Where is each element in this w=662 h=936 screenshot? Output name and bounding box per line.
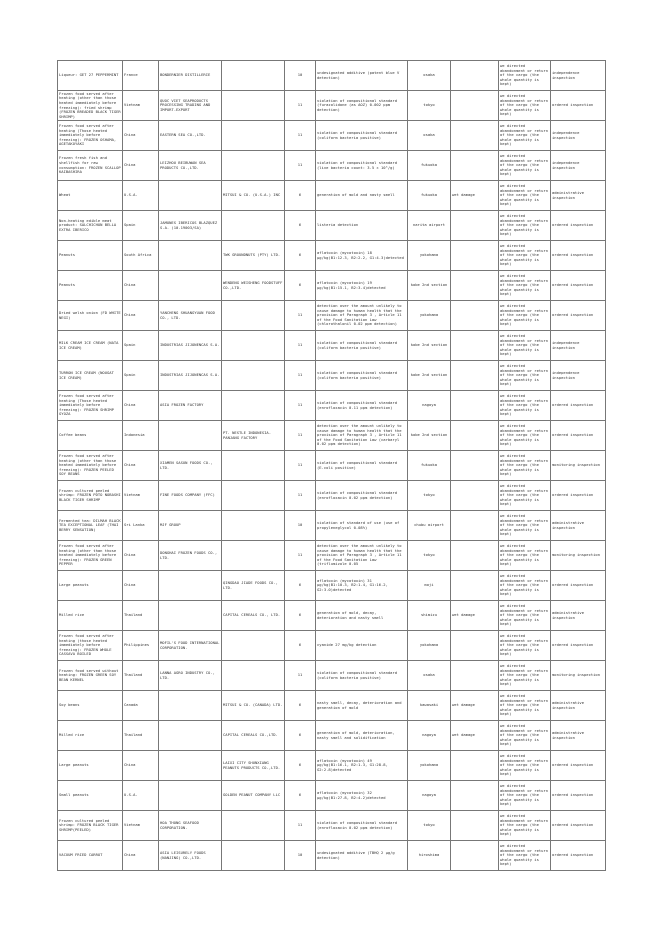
manufacturer-cell: [159, 691, 222, 721]
table-row: [58, 391, 606, 421]
remarks-cell: [451, 511, 499, 541]
product-cell: Frozen cultured peeled shrimp: FROZEN BLACK TIGER SHRIMP(PEELED): [58, 811, 123, 841]
table-row: [58, 631, 606, 661]
country-cell: Thailand: [123, 601, 159, 631]
place-cell: tokyo: [408, 481, 451, 511]
reason-cell: detection over the amount unlikely to cause damage to human health that the provision of Paragraph 3 , Article 11 of the Food Sanitation Law (chlorothalonil 0.02 ppm detection): [316, 301, 408, 331]
exporter-cell: [222, 391, 285, 421]
product-cell: Wheat: [58, 181, 123, 211]
reason-cell: violation of compositional standard (coliform bacteria positive): [316, 121, 408, 151]
exporter-cell: [222, 361, 285, 391]
place-cell: nagoya: [408, 781, 451, 811]
inspection-cell: administrative inspection: [551, 181, 606, 211]
measure-cell: we directed abandonment or return of the cargo (the whole quantity is kept): [499, 661, 551, 691]
article-cell: 10: [285, 61, 316, 91]
product-cell: Small peanuts: [58, 781, 123, 811]
place-cell: kobe 2nd section: [408, 421, 451, 451]
table-row: [58, 511, 606, 541]
inspection-cell: independence inspection: [551, 61, 606, 91]
measure-cell: we directed abandonment or return of the cargo (the whole quantity is kept): [499, 331, 551, 361]
exporter-cell: MITSUI & CO. (CANADA) LTD.: [222, 691, 285, 721]
article-cell: 6: [285, 571, 316, 601]
manufacturer-cell: MJF GROUP: [159, 511, 222, 541]
country-cell: Spain: [123, 331, 159, 361]
place-cell: osaka: [408, 661, 451, 691]
place-cell: narita airport: [408, 211, 451, 241]
table-row: [58, 181, 606, 211]
remarks-cell: [451, 121, 499, 151]
product-cell: Frozen food served after heating (Those heated immediately before freezing): FROZEN OSHAMA, AGETAKOYAKI: [58, 121, 123, 151]
article-cell: 11: [285, 91, 316, 121]
article-cell: 6: [285, 691, 316, 721]
exporter-cell: [222, 811, 285, 841]
country-cell: China: [123, 301, 159, 331]
remarks-cell: [451, 331, 499, 361]
measure-cell: we directed abandonment or return of the cargo (the whole quantity is kept): [499, 751, 551, 781]
manufacturer-cell: [159, 271, 222, 301]
remarks-cell: [451, 481, 499, 511]
product-cell: Frozen food served after heating (other than those heated immediately before freezing): fried shrimp (FROZEN BREADED BLACK TIGER SHRIMP): [59, 90, 121, 119]
remarks-cell: [451, 421, 499, 451]
place-cell: yokohama: [408, 241, 451, 271]
remarks-cell: [451, 451, 499, 481]
table-row: [58, 61, 606, 91]
table-row: [58, 361, 606, 391]
inspection-cell: monitoring inspection: [551, 541, 606, 571]
place-cell: moji: [408, 571, 451, 601]
place-cell: osaka: [408, 121, 451, 151]
manufacturer-cell: LEIZHOU BEIBUWAN SEA PRODUCTS CO.,LTD.: [159, 151, 222, 181]
manufacturer-cell: YANCHENG SHUANGYUAN FOOD CO., LTD.: [159, 301, 222, 331]
country-cell: U.S.A.: [123, 781, 159, 811]
measure-cell: we directed abandonment or return of the cargo (the whole quantity is kept): [499, 121, 551, 151]
remarks-cell: [451, 241, 499, 271]
article-cell: 6: [285, 271, 316, 301]
remarks-cell: [451, 301, 499, 331]
remarks-cell: [451, 571, 499, 601]
product-cell: Non-heating edible meat product: SALCHICHON BELLA EXTRA IBERICO: [58, 211, 123, 241]
inspection-cell: ordered inspection: [551, 391, 606, 421]
country-cell: Vietnam: [123, 91, 159, 121]
exporter-cell: GOLDEN PEANUT COMPANY LLC: [222, 781, 285, 811]
place-cell: nagoya: [408, 391, 451, 421]
manufacturer-cell: [159, 241, 222, 271]
product-cell: Frozen food served without heating: FROZEN GREEN SOY BEAN KERNEL: [58, 661, 123, 691]
table-row: [58, 481, 606, 511]
article-cell: 11: [285, 451, 316, 481]
table-body: [58, 61, 606, 871]
reason-cell: violation of compositional standard (live bacteria count: 3.5 × 10⁵/g): [316, 151, 408, 181]
exporter-cell: LAIXI CITY SHUNXIANG PEANUTS PRODUCTS CO.,LTD.: [222, 751, 285, 781]
measure-cell: we directed abandonment or return of the cargo (the whole quantity is kept): [499, 421, 551, 451]
measure-cell: we directed abandonment or return of the cargo (the whole quantity is kept): [499, 481, 551, 511]
remarks-cell: wet damage: [451, 181, 499, 211]
inspection-cell: ordered inspection: [551, 91, 606, 121]
place-cell: tokyo: [408, 91, 451, 121]
inspection-cell: ordered inspection: [551, 811, 606, 841]
reason-cell: violation of compositional standard (coliform bacteria positive): [316, 661, 408, 691]
product-cell: Milled rice: [58, 601, 123, 631]
reason-cell: generation of mold and nasty smell: [316, 181, 408, 211]
reason-cell: violation of compositional standard (furazolidone (as AOZ) 0.002 ppm detection): [316, 91, 408, 121]
table-row: [58, 121, 606, 151]
place-cell: yokohama: [408, 751, 451, 781]
product-cell: Dried welsh onion (FD WHITE NEGI): [58, 301, 123, 331]
article-cell: 11: [285, 331, 316, 361]
product-cell: Peanuts: [58, 241, 123, 271]
table-row: [58, 301, 606, 331]
manufacturer-cell: MOFIL'S FOOD INTERNATIONAL CORPORATION.: [159, 631, 222, 661]
place-cell: kobe 2nd section: [408, 271, 451, 301]
reason-cell: generation of mold, deterioration, nasty smell and solidification: [316, 721, 408, 751]
measure-cell: we directed abandonment or return of the cargo (the whole quantity is kept): [499, 781, 551, 811]
article-cell: 11: [285, 481, 316, 511]
country-cell: China: [123, 841, 159, 871]
manufacturer-cell: BONDERNIER DISTILLERIE: [159, 61, 222, 91]
table-row: [58, 841, 606, 871]
product-cell: Frozen food served after heating (Those heated immediately before freezing): FROZEN SHRIMP GYOZA: [58, 391, 123, 421]
product-cell: Large peanuts: [58, 571, 123, 601]
exporter-cell: [222, 61, 285, 91]
article-cell: 6: [285, 241, 316, 271]
measure-cell: we directed abandonment or return of the cargo (the whole quantity is kept): [499, 721, 551, 751]
measure-cell: we directed abandonment or return of the cargo (the whole quantity is kept): [499, 151, 551, 181]
place-cell: nagoya: [408, 721, 451, 751]
article-cell: 6: [285, 631, 316, 661]
exporter-cell: [222, 661, 285, 691]
product-cell: Frozen food served after heating (other than those heated immediately before freezing): FROZEN GREEN PEPPER: [58, 541, 123, 571]
country-cell: Spain: [123, 361, 159, 391]
reason-cell: nasty smell, decay, deterioration and generation of mold: [316, 691, 408, 721]
inspection-cell: administrative inspection: [551, 721, 606, 751]
article-cell: 11: [285, 361, 316, 391]
reason-cell: violation of compositional standard (E.coli positive): [316, 451, 408, 481]
remarks-cell: wet damage: [451, 601, 499, 631]
exporter-cell: QINGDAO JIADE FOODS CO., LTD.: [222, 571, 285, 601]
country-cell: China: [123, 451, 159, 481]
country-cell: Thailand: [123, 721, 159, 751]
reason-cell: violation of compositional standard (enrofloxacin 0.11 ppm detection): [316, 391, 408, 421]
table-row: [58, 661, 606, 691]
country-cell: South Africa: [123, 241, 159, 271]
measure-cell: we directed abandonment or return of the cargo (the whole quantity is kept): [499, 571, 551, 601]
manufacturer-cell: FINE FOODS COMPANY (FFC): [159, 481, 222, 511]
exporter-cell: WENDENG WEISHENG FOODSTUFF CO.,LTD.: [222, 271, 285, 301]
country-cell: Vietnam: [123, 481, 159, 511]
article-cell: 11: [285, 151, 316, 181]
reason-cell: violation of compositional standard (coliform bacteria positive): [316, 361, 408, 391]
product-cell: VACUUM FRIED CARROT: [58, 841, 123, 871]
exporter-cell: [222, 121, 285, 151]
remarks-cell: [451, 841, 499, 871]
remarks-cell: [451, 91, 499, 121]
country-cell: China: [123, 271, 159, 301]
inspection-cell: independence inspection: [551, 361, 606, 391]
table-row: [58, 211, 606, 241]
product-cell: Milled rice: [58, 721, 123, 751]
manufacturer-cell: [159, 781, 222, 811]
place-cell: chubu airport: [408, 511, 451, 541]
table-row: [58, 331, 606, 361]
remarks-cell: wet damage: [451, 721, 499, 751]
reason-cell: aflatoxin (mycotoxin) 31 μg/kg(B1:10.3, B2:1.4, G1:16.2, G2:3.0)detected: [316, 571, 408, 601]
measure-cell: we directed abandonment or return of the cargo (the whole quantity is kept): [499, 91, 551, 121]
remarks-cell: [451, 271, 499, 301]
measure-cell: we directed abandonment or return of the cargo (the whole quantity is kept): [499, 811, 551, 841]
measure-cell: we directed abandonment or return of the cargo (the whole quantity is kept): [499, 271, 551, 301]
place-cell: kobe 2nd section: [408, 331, 451, 361]
remarks-cell: [451, 661, 499, 691]
place-cell: hiroshima: [408, 841, 451, 871]
table-row: [58, 601, 606, 631]
remarks-cell: [451, 811, 499, 841]
remarks-cell: [451, 781, 499, 811]
table-row: [58, 91, 606, 121]
inspection-cell: ordered inspection: [551, 211, 606, 241]
manufacturer-cell: HOA THONG SEAFOOD CORPORATION.: [159, 811, 222, 841]
remarks-cell: [451, 211, 499, 241]
product-cell: Frozen cultured peeled shrimp: FROZEN PDTO NOBASHI BLACK TIGER SHRIMP: [58, 481, 123, 511]
exporter-cell: [222, 211, 285, 241]
country-cell: Indonesia: [123, 421, 159, 451]
reason-cell: violation of standard of use (use of propyleneglycol 0.08%): [316, 511, 408, 541]
exporter-cell: CAPITAL CEREALS CO.,LTD.: [222, 721, 285, 751]
article-cell: 6: [285, 181, 316, 211]
place-cell: kobe 2nd section: [408, 361, 451, 391]
manufacturer-cell: DONGHAI FROZEN FOODS CO., LTD.: [159, 541, 222, 571]
product-cell: MILK CREAM ICE CREAM (NATA ICE CREAM): [58, 331, 123, 361]
measure-cell: we directed abandonment or return of the cargo (the whole quantity is kept): [499, 61, 551, 91]
reason-cell: aflatoxin (mycotoxin) 49 μg/kg(B1:16.1, B2:1.3, G1:28.8, G2:2.8)detected: [316, 751, 408, 781]
article-cell: 6: [285, 601, 316, 631]
manufacturer-cell: INDUSTRIAS JIJONENCAS S.A.: [159, 331, 222, 361]
inspection-cell: administrative inspection: [551, 691, 606, 721]
table-row: [58, 751, 606, 781]
violation-table: [57, 60, 606, 871]
inspection-cell: administrative inspection: [551, 601, 606, 631]
country-cell: China: [123, 571, 159, 601]
remarks-cell: wet damage: [451, 691, 499, 721]
inspection-cell: monitoring inspection: [551, 451, 606, 481]
place-cell: tokyo: [408, 541, 451, 571]
country-cell: Sri Lanka: [123, 511, 159, 541]
exporter-cell: [222, 541, 285, 571]
inspection-cell: independence inspection: [551, 121, 606, 151]
article-cell: 10: [285, 841, 316, 871]
inspection-cell: ordered inspection: [551, 751, 606, 781]
table-row: [58, 691, 606, 721]
table-row: [58, 781, 606, 811]
country-cell: Thailand: [123, 661, 159, 691]
inspection-cell: ordered inspection: [551, 271, 606, 301]
place-cell: yokohama: [408, 631, 451, 661]
reason-cell: violation of compositional standard (coliform bacteria positive): [316, 331, 408, 361]
manufacturer-cell: INDUSTRIAS JIJONENCAS S.A.: [159, 361, 222, 391]
table-row: [58, 721, 606, 751]
inspection-cell: administrative inspection: [551, 511, 606, 541]
reason-cell: detection over the amount unlikely to cause damage to human health that the provision of Paragraph 3 , Article 11 of the Food Sanitation Law (triflumizole 0.05: [316, 541, 408, 571]
manufacturer-cell: EASTERN SEA CO.,LTD.: [159, 121, 222, 151]
reason-cell: listeria detection: [316, 211, 408, 241]
exporter-cell: TWK GROUNDNUTS (PTY) LTD.: [222, 241, 285, 271]
product-cell: Large peanuts: [58, 751, 123, 781]
manufacturer-cell: QUOC VIET SEAPRODUCTS PROCESSING TRADING AND IMPORT-EXPORT: [159, 91, 222, 121]
country-cell: China: [123, 151, 159, 181]
measure-cell: we directed abandonment or return of the cargo (the whole quantity is kept): [499, 361, 551, 391]
country-cell: China: [123, 391, 159, 421]
exporter-cell: CAPITAL CEREALS CO., LTD.: [222, 601, 285, 631]
remarks-cell: [451, 61, 499, 91]
article-cell: 6: [285, 211, 316, 241]
remarks-cell: [451, 541, 499, 571]
exporter-cell: [222, 331, 285, 361]
reason-cell: generation of mold, decay, deterioration and nasty smell: [316, 601, 408, 631]
reason-cell: aflatoxin (mycotoxin) 19 μg/kg(B1:15.1, B2:3.4)detected: [316, 271, 408, 301]
table-row: [58, 571, 606, 601]
inspection-cell: independence inspection: [551, 331, 606, 361]
manufacturer-cell: XIAMEN SASUN FOODS CO., LTD.: [159, 451, 222, 481]
inspection-cell: ordered inspection: [551, 421, 606, 451]
reason-cell: violation of compositional standard (enrofloxacin 0.02 ppm detection): [316, 481, 408, 511]
country-cell: China: [123, 751, 159, 781]
place-cell: shimizu: [408, 601, 451, 631]
measure-cell: we directed abandonment or return of the cargo (the whole quantity is kept): [499, 691, 551, 721]
article-cell: 10: [285, 511, 316, 541]
manufacturer-cell: JAMONES IBERICOS BLAZQUEZ S.A. (10.19003/SA): [159, 211, 222, 241]
manufacturer-cell: [159, 181, 222, 211]
inspection-cell: ordered inspection: [551, 841, 606, 871]
country-cell: China: [123, 541, 159, 571]
product-cell: Fermented tea: DILMAH BLACK TEA EXCEPTIONAL LEAF (THAI BERRY SENSATION): [58, 511, 123, 541]
remarks-cell: [451, 361, 499, 391]
article-cell: 11: [285, 121, 316, 151]
measure-cell: we directed abandonment or return of the cargo (the whole quantity is kept): [499, 241, 551, 271]
place-cell: fukuoka: [408, 451, 451, 481]
article-cell: 6: [285, 721, 316, 751]
reason-cell: detection over the amount unlikely to cause damage to human health that the provision of Paragraph 3 , Article 11 of the Food Sanitation Law (carbaryl 0.02 ppm detection): [316, 421, 408, 451]
measure-cell: we directed abandonment or return of the cargo (the whole quantity is kept): [499, 211, 551, 241]
table-row: [58, 241, 606, 271]
reason-cell: cyanide 27 mg/kg detection: [316, 631, 408, 661]
measure-cell: we directed abandonment or return of the cargo (the whole quantity is kept): [499, 541, 551, 571]
product-cell: Frozen fresh fish and shellfish for raw consumption: FROZEN SCALLOP KAIBASHIRA: [58, 151, 123, 181]
reason-cell: violation of compositional standard (enrofloxacin 0.02 ppm detection): [316, 811, 408, 841]
article-cell: 11: [285, 541, 316, 571]
country-cell: Vietnam: [123, 811, 159, 841]
country-cell: U.S.A.: [123, 181, 159, 211]
inspection-cell: ordered inspection: [551, 301, 606, 331]
exporter-cell: [222, 301, 285, 331]
article-cell: 11: [285, 391, 316, 421]
table-row: [58, 451, 606, 481]
reason-cell: undesignated additive (TBHQ 2 μg/g detection): [316, 841, 408, 871]
manufacturer-cell: [159, 721, 222, 751]
place-cell: kawasaki: [408, 691, 451, 721]
exporter-cell: [222, 151, 285, 181]
exporter-cell: [222, 481, 285, 511]
table-row: [58, 541, 606, 571]
manufacturer-cell: [159, 571, 222, 601]
country-cell: France: [123, 61, 159, 91]
measure-cell: we directed abandonment or return of the cargo (the whole quantity is kept): [499, 181, 551, 211]
measure-cell: we directed abandonment or return of the cargo (the whole quantity is kept): [499, 301, 551, 331]
article-cell: 11: [285, 811, 316, 841]
measure-cell: we directed abandonment or return of the cargo (the whole quantity is kept): [499, 451, 551, 481]
remarks-cell: [451, 751, 499, 781]
exporter-cell: [222, 511, 285, 541]
product-cell: Liqueur: GET 27 PEPPERMINT: [58, 61, 123, 91]
reason-cell: aflatoxin (mycotoxin) 32 μg/kg(B1:27.8, B2:4.2)detected: [316, 781, 408, 811]
product-cell: Frozen food served after heating (those heated immediately before freezing): FROZEN WHOLE CASSAVA BOILED: [58, 631, 123, 661]
country-cell: China: [123, 121, 159, 151]
product-cell: Frozen food served after heating (other than those heated immediately before freezing): FROZEN PEELED SOY BEANS: [58, 451, 123, 481]
article-cell: 6: [285, 751, 316, 781]
exporter-cell: [222, 91, 285, 121]
reason-cell: aflatoxin (mycotoxin) 18 μg/kg(B1:12.3, B2:2.2, G1:4.3)detected: [316, 241, 408, 271]
product-cell: Peanuts: [58, 271, 123, 301]
article-cell: 11: [285, 661, 316, 691]
remarks-cell: [451, 391, 499, 421]
measure-cell: we directed abandonment or return of the cargo (the whole quantity is kept): [499, 601, 551, 631]
inspection-cell: independence inspection: [551, 151, 606, 181]
reason-cell: undesignated additive (patent blue V detection): [316, 61, 408, 91]
country-cell: Philippines: [123, 631, 159, 661]
article-cell: 6: [285, 781, 316, 811]
manufacturer-cell: ASIA LEISURELY FOODS (NANJING) CO.,LTD.: [159, 841, 222, 871]
inspection-cell: ordered inspection: [551, 631, 606, 661]
place-cell: osaka: [408, 61, 451, 91]
place-cell: tokyo: [408, 811, 451, 841]
inspection-cell: ordered inspection: [551, 781, 606, 811]
measure-cell: we directed abandonment or return of the cargo (the whole quantity is kept): [499, 511, 551, 541]
place-cell: fukuoka: [408, 181, 451, 211]
exporter-cell: [222, 631, 285, 661]
inspection-cell: monitoring inspection: [551, 661, 606, 691]
manufacturer-cell: [159, 601, 222, 631]
measure-cell: we directed abandonment or return of the cargo (the whole quantity is kept): [499, 631, 551, 661]
product-cell: Soy beans: [58, 691, 123, 721]
exporter-cell: PT. NESTLE INDONESIA-PANJANG FACTORY: [222, 421, 285, 451]
inspection-cell: ordered inspection: [551, 241, 606, 271]
inspection-cell: ordered inspection: [551, 571, 606, 601]
table-row: [58, 271, 606, 301]
product-cell: TURRON ICE CREAM (NOUGAT ICE CREAM): [58, 361, 123, 391]
article-cell: 11: [285, 301, 316, 331]
place-cell: yokohama: [408, 301, 451, 331]
table-row: [58, 421, 606, 451]
country-cell: Spain: [123, 211, 159, 241]
product-cell: Coffee beans: [58, 421, 123, 451]
remarks-cell: [451, 631, 499, 661]
measure-cell: we directed abandonment or return of the cargo (the whole quantity is kept): [499, 841, 551, 871]
measure-cell: we directed abandonment or return of the cargo (the whole quantity is kept): [499, 391, 551, 421]
manufacturer-cell: ASIA FROZEN FACTORY: [159, 391, 222, 421]
remarks-cell: [451, 151, 499, 181]
manufacturer-cell: [159, 751, 222, 781]
place-cell: fukuoka: [408, 151, 451, 181]
exporter-cell: MITSUI & CO. (U.S.A.) INC: [222, 181, 285, 211]
manufacturer-cell: [159, 421, 222, 451]
exporter-cell: [222, 451, 285, 481]
article-cell: 11: [285, 421, 316, 451]
exporter-cell: [222, 841, 285, 871]
manufacturer-cell: LANNA AGRO INDUSTRY CO., LTD.: [159, 661, 222, 691]
table-row: [58, 811, 606, 841]
inspection-cell: ordered inspection: [551, 481, 606, 511]
country-cell: Canada: [123, 691, 159, 721]
table-row: [58, 151, 606, 181]
